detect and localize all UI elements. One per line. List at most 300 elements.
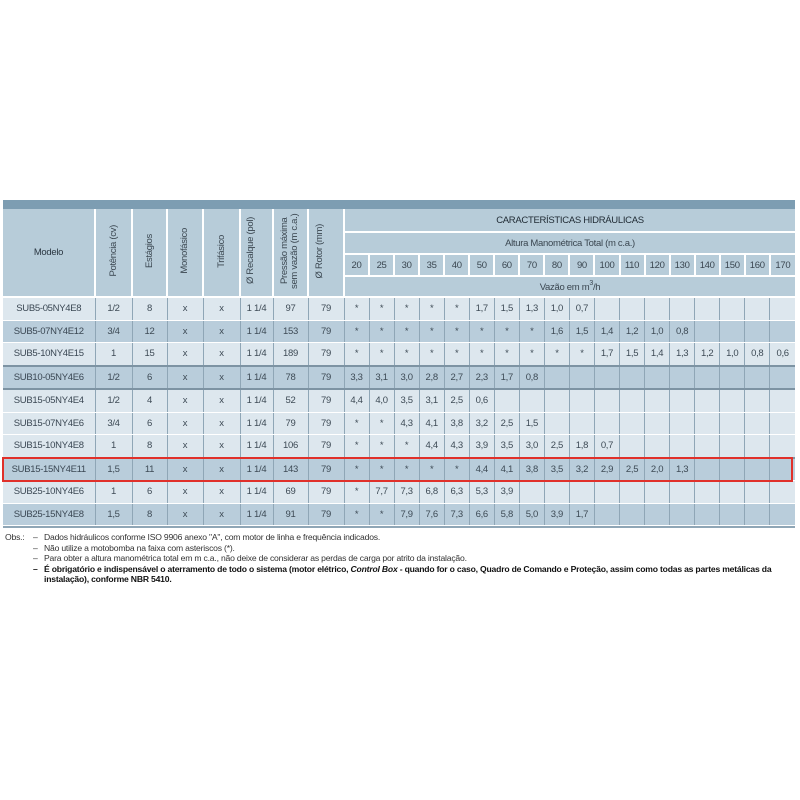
- estagios-cell: 4: [132, 389, 167, 412]
- flow-cell: *: [369, 458, 394, 481]
- estagios-cell: 8: [132, 503, 167, 526]
- flow-cell: [695, 389, 720, 412]
- header-height-50: 50: [469, 254, 494, 276]
- flow-cell: 5,8: [494, 503, 519, 526]
- note-text: Não utilize a motobomba na faixa com asteriscos (*).: [44, 542, 235, 553]
- flow-cell: *: [444, 458, 469, 481]
- flow-cell: 3,1: [419, 389, 444, 412]
- header-height-160: 160: [745, 254, 770, 276]
- header-height-110: 110: [620, 254, 645, 276]
- header-altura: Altura Manométrica Total (m c.a.): [344, 232, 795, 254]
- flow-cell: *: [344, 343, 369, 366]
- flow-cell: 2,0: [645, 458, 670, 481]
- flow-cell: 0,6: [770, 343, 795, 366]
- monofasico-cell: x: [167, 389, 203, 412]
- flow-cell: [645, 297, 670, 320]
- recalque-cell: 1 1/4: [240, 343, 273, 366]
- flow-cell: *: [369, 503, 394, 526]
- rotor-cell: 79: [308, 343, 344, 366]
- flow-cell: 3,0: [519, 435, 544, 458]
- flow-cell: 3,3: [344, 366, 369, 390]
- flow-cell: *: [419, 458, 444, 481]
- flow-cell: [620, 481, 645, 504]
- flow-cell: [695, 297, 720, 320]
- flow-cell: *: [444, 297, 469, 320]
- flow-cell: *: [344, 458, 369, 481]
- flow-cell: [670, 297, 695, 320]
- header-pressao-label: Pressão máxima sem vazão (m c.a.): [278, 213, 300, 289]
- trifasico-cell: x: [203, 366, 240, 390]
- flow-cell: [620, 503, 645, 526]
- flow-cell: [519, 481, 544, 504]
- pressao-cell: 106: [273, 435, 308, 458]
- potencia-cell: 1: [95, 435, 132, 458]
- header-potencia-label: Potência (cv): [107, 225, 119, 277]
- trifasico-cell: x: [203, 343, 240, 366]
- note-text-italic: Control Box: [350, 563, 398, 574]
- flow-cell: *: [519, 320, 544, 343]
- header-recalque: [240, 209, 273, 297]
- flow-cell: [670, 503, 695, 526]
- flow-cell: 3,9: [494, 481, 519, 504]
- flow-cell: *: [419, 320, 444, 343]
- flow-cell: [695, 503, 720, 526]
- monofasico-cell: x: [167, 297, 203, 320]
- flow-cell: 1,8: [569, 435, 594, 458]
- flow-cell: [620, 297, 645, 320]
- table-row: [3, 503, 795, 526]
- trifasico-cell: x: [203, 435, 240, 458]
- flow-cell: 3,5: [394, 389, 419, 412]
- rotor-cell: 79: [308, 297, 344, 320]
- flow-cell: [720, 412, 745, 435]
- model-cell: SUB15-15NY4E11: [3, 458, 95, 481]
- flow-cell: 2,5: [494, 412, 519, 435]
- header-recalque-label: Ø Recalque (pol): [244, 217, 256, 285]
- model-cell: SUB15-07NY4E6: [3, 412, 95, 435]
- trifasico-cell: x: [203, 297, 240, 320]
- flow-cell: 3,5: [494, 435, 519, 458]
- header-pressao: [273, 209, 308, 297]
- flow-cell: *: [369, 435, 394, 458]
- flow-cell: 1,7: [494, 366, 519, 390]
- header-estagios-label: Estágios: [143, 233, 155, 269]
- flow-cell: 3,2: [569, 458, 594, 481]
- flow-cell: 7,9: [394, 503, 419, 526]
- flow-cell: 4,0: [369, 389, 394, 412]
- monofasico-cell: x: [167, 412, 203, 435]
- flow-cell: 0,6: [469, 389, 494, 412]
- flow-cell: [670, 389, 695, 412]
- estagios-cell: 8: [132, 297, 167, 320]
- flow-cell: *: [369, 412, 394, 435]
- estagios-cell: 11: [132, 458, 167, 481]
- recalque-cell: 1 1/4: [240, 389, 273, 412]
- estagios-cell: 6: [132, 412, 167, 435]
- flow-cell: 0,8: [745, 343, 770, 366]
- flow-cell: [720, 389, 745, 412]
- flow-cell: 2,5: [620, 458, 645, 481]
- rotor-cell: 79: [308, 458, 344, 481]
- flow-cell: [770, 389, 795, 412]
- table-top-bar: [3, 200, 795, 209]
- pressao-cell: 97: [273, 297, 308, 320]
- flow-cell: 1,5: [519, 412, 544, 435]
- recalque-cell: 1 1/4: [240, 503, 273, 526]
- flow-cell: [770, 366, 795, 390]
- trifasico-cell: x: [203, 481, 240, 504]
- potencia-cell: 1/2: [95, 297, 132, 320]
- flow-cell: 2,8: [419, 366, 444, 390]
- notes-label: Obs.:: [5, 532, 25, 542]
- header-height-90: 90: [569, 254, 594, 276]
- flow-cell: *: [519, 343, 544, 366]
- trifasico-cell: x: [203, 503, 240, 526]
- note-text: Dados hidráulicos conforme ISO 9906 anexo "A", com motor de linha e frequência indicados.: [44, 532, 381, 542]
- table-row: [3, 389, 795, 412]
- flow-cell: [594, 503, 619, 526]
- header-height-60: 60: [494, 254, 519, 276]
- pressao-cell: 69: [273, 481, 308, 504]
- flow-cell: 6,3: [444, 481, 469, 504]
- flow-cell: [670, 366, 695, 390]
- flow-cell: 1,5: [494, 297, 519, 320]
- table-row: [3, 435, 795, 458]
- flow-cell: 4,4: [419, 435, 444, 458]
- flow-cell: [720, 297, 745, 320]
- flow-cell: [670, 481, 695, 504]
- recalque-cell: 1 1/4: [240, 320, 273, 343]
- model-cell: SUB10-05NY4E6: [3, 366, 95, 390]
- model-cell: SUB5-10NY4E15: [3, 343, 95, 366]
- flow-cell: 4,3: [394, 412, 419, 435]
- flow-cell: [645, 389, 670, 412]
- header-height-20: 20: [344, 254, 369, 276]
- flow-cell: 6,6: [469, 503, 494, 526]
- table-row: [3, 481, 795, 504]
- estagios-cell: 6: [132, 366, 167, 390]
- flow-cell: *: [444, 343, 469, 366]
- flow-cell: *: [394, 343, 419, 366]
- monofasico-cell: x: [167, 458, 203, 481]
- potencia-cell: 3/4: [95, 412, 132, 435]
- header-monofasico: [167, 209, 203, 297]
- flow-cell: [645, 435, 670, 458]
- flow-cell: 1,5: [569, 320, 594, 343]
- flow-cell: 7,6: [419, 503, 444, 526]
- header-vazao: [344, 276, 795, 297]
- potencia-cell: 1/2: [95, 389, 132, 412]
- vazao-prefix: Vazão em m: [539, 281, 590, 293]
- flow-cell: *: [469, 320, 494, 343]
- flow-cell: 1,0: [544, 297, 569, 320]
- recalque-cell: 1 1/4: [240, 435, 273, 458]
- flow-cell: 3,0: [394, 366, 419, 390]
- note-text: Para obter a altura manométrica total em m c.a., não deixe de considerar as perdas de carga por atrito da instalação.: [44, 553, 467, 564]
- flow-cell: [745, 297, 770, 320]
- flow-cell: *: [344, 503, 369, 526]
- header-height-30: 30: [394, 254, 419, 276]
- flow-cell: 0,7: [594, 435, 619, 458]
- flow-cell: 3,9: [469, 435, 494, 458]
- note-item: [33, 553, 795, 564]
- flow-cell: [569, 389, 594, 412]
- flow-cell: 1,7: [594, 343, 619, 366]
- monofasico-cell: x: [167, 435, 203, 458]
- flow-cell: [594, 297, 619, 320]
- rotor-cell: 79: [308, 366, 344, 390]
- header-height-150: 150: [720, 254, 745, 276]
- trifasico-cell: x: [203, 389, 240, 412]
- flow-cell: *: [544, 343, 569, 366]
- header-estagios: [132, 209, 167, 297]
- header-height-170: 170: [770, 254, 795, 276]
- recalque-cell: 1 1/4: [240, 412, 273, 435]
- flow-cell: *: [444, 320, 469, 343]
- flow-cell: 4,4: [344, 389, 369, 412]
- flow-cell: [720, 435, 745, 458]
- table-row: [3, 412, 795, 435]
- flow-cell: 1,7: [469, 297, 494, 320]
- flow-cell: *: [344, 320, 369, 343]
- flow-cell: [494, 389, 519, 412]
- model-cell: SUB5-05NY4E8: [3, 297, 95, 320]
- header-caracteristicas: CARACTERÍSTICAS HIDRÁULICAS: [344, 209, 795, 232]
- flow-cell: [770, 458, 795, 481]
- potencia-cell: 1,5: [95, 458, 132, 481]
- potencia-cell: 1/2: [95, 366, 132, 390]
- flow-cell: [745, 458, 770, 481]
- recalque-cell: 1 1/4: [240, 481, 273, 504]
- flow-cell: *: [394, 435, 419, 458]
- flow-cell: 3,2: [469, 412, 494, 435]
- flow-cell: *: [494, 320, 519, 343]
- flow-cell: [720, 458, 745, 481]
- flow-cell: [620, 389, 645, 412]
- flow-cell: 0,7: [569, 297, 594, 320]
- table-row: [3, 343, 795, 366]
- flow-cell: [745, 481, 770, 504]
- flow-cell: [594, 481, 619, 504]
- flow-cell: *: [344, 297, 369, 320]
- note-text-before: É obrigatório e indispensável o aterramento de todo o sistema (motor elétrico,: [44, 563, 351, 574]
- flow-cell: 4,1: [419, 412, 444, 435]
- estagios-cell: 6: [132, 481, 167, 504]
- rotor-cell: 79: [308, 435, 344, 458]
- flow-cell: 1,3: [670, 343, 695, 366]
- flow-cell: 1,3: [519, 297, 544, 320]
- pressao-cell: 52: [273, 389, 308, 412]
- header-rotor: [308, 209, 344, 297]
- flow-cell: [645, 503, 670, 526]
- flow-cell: 4,3: [444, 435, 469, 458]
- model-cell: SUB15-10NY4E8: [3, 435, 95, 458]
- monofasico-cell: x: [167, 320, 203, 343]
- flow-cell: [594, 366, 619, 390]
- flow-cell: 7,3: [444, 503, 469, 526]
- flow-cell: 1,5: [620, 343, 645, 366]
- monofasico-cell: x: [167, 366, 203, 390]
- flow-cell: [720, 366, 745, 390]
- flow-cell: [544, 481, 569, 504]
- flow-cell: [745, 320, 770, 343]
- header-height-25: 25: [369, 254, 394, 276]
- flow-cell: 3,1: [369, 366, 394, 390]
- table-row: [3, 297, 795, 320]
- model-cell: SUB25-10NY4E6: [3, 481, 95, 504]
- flow-cell: [695, 320, 720, 343]
- header-height-140: 140: [695, 254, 720, 276]
- flow-cell: [720, 503, 745, 526]
- flow-cell: 6,8: [419, 481, 444, 504]
- flow-cell: [745, 389, 770, 412]
- note-dash: –: [33, 542, 38, 553]
- flow-cell: [519, 389, 544, 412]
- flow-cell: [695, 435, 720, 458]
- note-item: [33, 532, 795, 543]
- rotor-cell: 79: [308, 389, 344, 412]
- flow-cell: *: [369, 297, 394, 320]
- flow-cell: *: [369, 320, 394, 343]
- monofasico-cell: x: [167, 343, 203, 366]
- flow-cell: [569, 366, 594, 390]
- flow-cell: 2,5: [444, 389, 469, 412]
- flow-cell: *: [419, 297, 444, 320]
- footnotes: [5, 532, 795, 585]
- header-potencia: [95, 209, 132, 297]
- flow-cell: [745, 503, 770, 526]
- pressao-cell: 153: [273, 320, 308, 343]
- flow-cell: 1,3: [670, 458, 695, 481]
- header-height-35: 35: [419, 254, 444, 276]
- flow-cell: [695, 481, 720, 504]
- flow-cell: [620, 435, 645, 458]
- flow-cell: [594, 389, 619, 412]
- flow-cell: 1,6: [544, 320, 569, 343]
- flow-cell: *: [344, 481, 369, 504]
- monofasico-cell: x: [167, 503, 203, 526]
- flow-cell: [569, 412, 594, 435]
- vazao-suffix: /h: [592, 281, 601, 293]
- flow-cell: [645, 412, 670, 435]
- flow-cell: 2,5: [544, 435, 569, 458]
- flow-cell: 1,4: [645, 343, 670, 366]
- flow-cell: *: [369, 343, 394, 366]
- flow-cell: 3,8: [444, 412, 469, 435]
- header-height-80: 80: [544, 254, 569, 276]
- pressao-cell: 79: [273, 412, 308, 435]
- flow-cell: 3,9: [544, 503, 569, 526]
- flow-cell: [770, 320, 795, 343]
- flow-cell: *: [419, 343, 444, 366]
- rotor-cell: 79: [308, 320, 344, 343]
- header-trifasico-label: Trifásico: [215, 234, 227, 268]
- note-dash: –: [33, 553, 38, 564]
- potencia-cell: 1: [95, 481, 132, 504]
- flow-cell: 1,2: [620, 320, 645, 343]
- flow-cell: 1,2: [695, 343, 720, 366]
- estagios-cell: 12: [132, 320, 167, 343]
- flow-cell: [645, 366, 670, 390]
- flow-cell: 1,4: [594, 320, 619, 343]
- header-height-130: 130: [670, 254, 695, 276]
- flow-cell: 5,0: [519, 503, 544, 526]
- monofasico-cell: x: [167, 481, 203, 504]
- header-height-70: 70: [519, 254, 544, 276]
- trifasico-cell: x: [203, 320, 240, 343]
- flow-cell: [770, 412, 795, 435]
- flow-cell: [770, 297, 795, 320]
- header-trifasico: [203, 209, 240, 297]
- flow-cell: [544, 389, 569, 412]
- table-row: [3, 366, 795, 390]
- note-dash: –: [33, 563, 38, 574]
- flow-cell: [720, 320, 745, 343]
- flow-cell: [770, 503, 795, 526]
- model-cell: SUB25-15NY4E8: [3, 503, 95, 526]
- model-cell: SUB5-07NY4E12: [3, 320, 95, 343]
- flow-cell: [695, 366, 720, 390]
- pressao-cell: 78: [273, 366, 308, 390]
- flow-cell: [745, 366, 770, 390]
- flow-cell: 7,3: [394, 481, 419, 504]
- rotor-cell: 79: [308, 503, 344, 526]
- flow-cell: [670, 435, 695, 458]
- estagios-cell: 8: [132, 435, 167, 458]
- table-bottom-border: [3, 526, 795, 528]
- flow-cell: *: [394, 320, 419, 343]
- header-monofasico-label: Monofásico: [179, 228, 190, 274]
- flow-cell: [620, 366, 645, 390]
- note-dash: –: [33, 532, 38, 542]
- flow-cell: [770, 481, 795, 504]
- potencia-cell: 3/4: [95, 320, 132, 343]
- flow-cell: *: [469, 343, 494, 366]
- flow-cell: [720, 481, 745, 504]
- flow-cell: 3,5: [544, 458, 569, 481]
- flow-cell: 0,8: [670, 320, 695, 343]
- table-body: [3, 297, 795, 526]
- flow-cell: [695, 412, 720, 435]
- flow-cell: 1,7: [569, 503, 594, 526]
- header-height-120: 120: [645, 254, 670, 276]
- potencia-cell: 1,5: [95, 503, 132, 526]
- trifasico-cell: x: [203, 458, 240, 481]
- flow-cell: 2,9: [594, 458, 619, 481]
- flow-cell: *: [344, 435, 369, 458]
- flow-cell: [770, 435, 795, 458]
- flow-cell: 0,8: [519, 366, 544, 390]
- flow-cell: [745, 435, 770, 458]
- rotor-cell: 79: [308, 481, 344, 504]
- flow-cell: [670, 412, 695, 435]
- flow-cell: 2,3: [469, 366, 494, 390]
- flow-cell: *: [394, 458, 419, 481]
- flow-cell: *: [494, 343, 519, 366]
- vazao-sup: 3: [589, 280, 593, 288]
- trifasico-cell: x: [203, 412, 240, 435]
- flow-cell: 7,7: [369, 481, 394, 504]
- flow-cell: 3,8: [519, 458, 544, 481]
- flow-cell: [594, 412, 619, 435]
- flow-cell: *: [569, 343, 594, 366]
- header-height-100: 100: [594, 254, 619, 276]
- potencia-cell: 1: [95, 343, 132, 366]
- flow-cell: 5,3: [469, 481, 494, 504]
- flow-cell: [745, 412, 770, 435]
- note-item-grounding: [33, 564, 795, 585]
- flow-cell: [544, 366, 569, 390]
